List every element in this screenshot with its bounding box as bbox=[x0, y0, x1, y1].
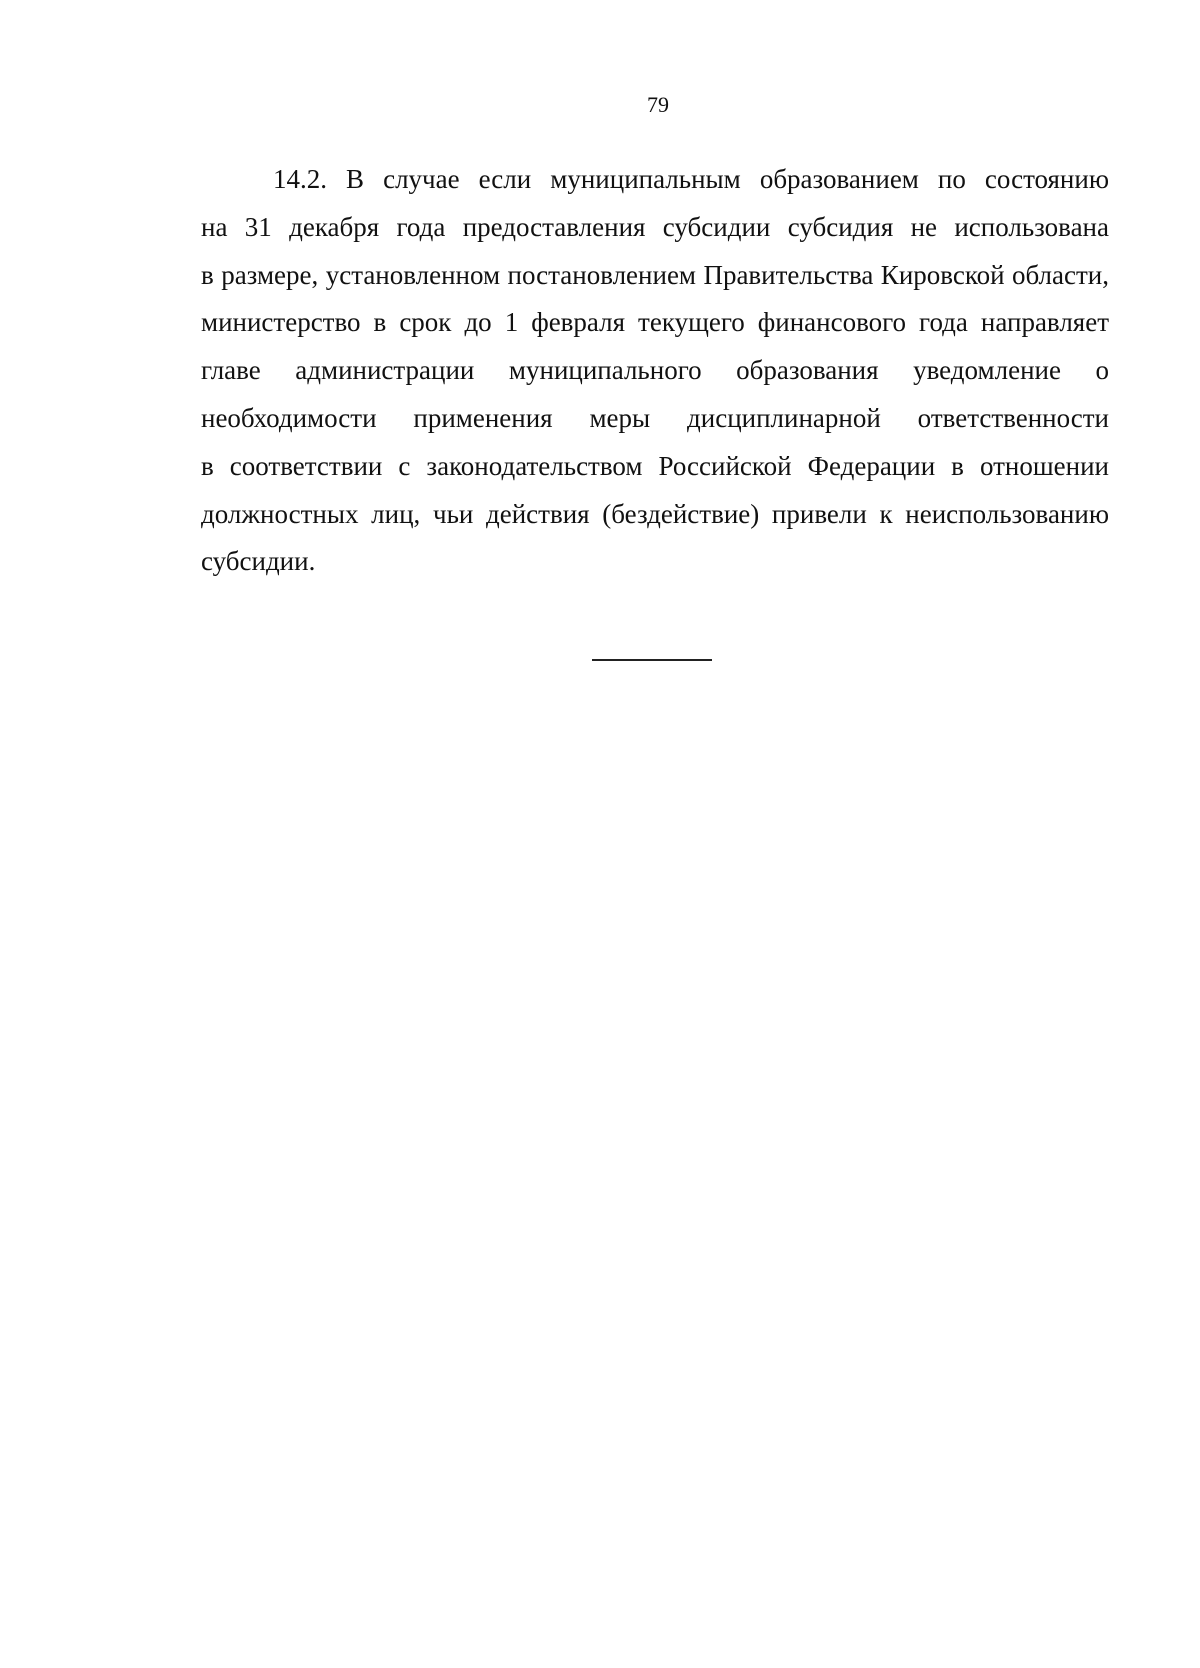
end-divider-line bbox=[592, 659, 712, 661]
paragraph-line: главе администрации муниципального образования уведомление о bbox=[201, 355, 1109, 386]
paragraph-line: на 31 декабря года предоставления субсидии субсидия не использована bbox=[201, 211, 1109, 242]
paragraph-line: министерство в срок до 1 февраля текущего финансового года направляет bbox=[201, 307, 1109, 338]
paragraph-line: должностных лиц, чьи действия (бездействие) привели к неиспользованию bbox=[201, 498, 1109, 529]
paragraph-14-2 bbox=[201, 156, 1109, 586]
paragraph-line: необходимости применения меры дисциплинарной ответственности bbox=[201, 402, 1109, 433]
paragraph-line: субсидии. bbox=[201, 546, 316, 577]
paragraph-line: 14.2. В случае если муниципальным образованием по состоянию bbox=[273, 164, 1109, 194]
paragraph-line: в соответствии с законодательством Российской Федерации в отношении bbox=[201, 450, 1109, 481]
paragraph-line: в размере, установленном постановлением Правительства Кировской области, bbox=[201, 259, 1109, 290]
page-number: 79 bbox=[647, 92, 669, 117]
